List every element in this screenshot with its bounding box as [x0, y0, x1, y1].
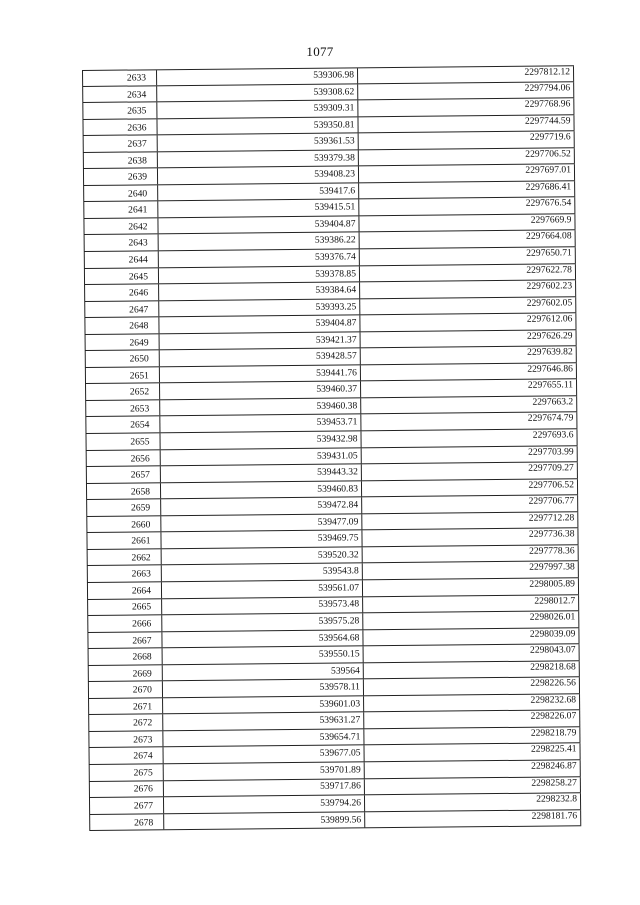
- y-coordinate-cell: 2297812.12: [357, 66, 574, 83]
- x-coordinate-cell: 539564: [162, 663, 363, 680]
- point-id-cell: 2653: [85, 400, 159, 416]
- x-coordinate-cell: 539677.05: [163, 746, 364, 763]
- point-id-cell: 2651: [85, 367, 159, 383]
- point-id-cell: 2655: [85, 433, 159, 449]
- x-coordinate-cell: 539561.07: [161, 580, 362, 597]
- point-id-cell: 2650: [85, 351, 159, 367]
- y-coordinate-cell: 2297622.78: [359, 264, 576, 282]
- point-id-cell: 2644: [84, 251, 158, 267]
- y-coordinate-cell: 2297706.77: [361, 495, 578, 513]
- point-id-cell: 2671: [88, 698, 162, 714]
- x-coordinate-cell: 539701.89: [163, 762, 364, 779]
- y-coordinate-cell: 2297706.52: [361, 479, 578, 497]
- x-coordinate-cell: 539404.87: [157, 216, 358, 233]
- y-coordinate-cell: 2297686.41: [358, 181, 575, 199]
- y-coordinate-cell: 2298258.27: [364, 777, 581, 795]
- x-coordinate-cell: 539404.87: [158, 316, 359, 333]
- y-coordinate-cell: 2297703.99: [361, 446, 578, 464]
- y-coordinate-cell: 2297693.6: [360, 429, 577, 447]
- y-coordinate-cell: 2298012.7: [362, 595, 579, 613]
- x-coordinate-cell: 539443.32: [160, 464, 361, 481]
- point-id-cell: 2675: [89, 764, 163, 780]
- x-coordinate-cell: 539794.26: [163, 795, 364, 812]
- x-coordinate-cell: 539432.98: [159, 431, 360, 448]
- point-id-cell: 2633: [82, 70, 156, 85]
- x-coordinate-cell: 539631.27: [162, 713, 363, 730]
- x-coordinate-cell: 539477.09: [160, 514, 361, 531]
- x-coordinate-cell: 539578.11: [162, 680, 363, 697]
- x-coordinate-cell: 539309.31: [156, 100, 357, 117]
- y-coordinate-cell: 2298043.07: [363, 644, 580, 662]
- point-id-cell: 2638: [83, 152, 157, 168]
- y-coordinate-cell: 2297794.06: [357, 82, 574, 100]
- y-coordinate-cell: 2297674.79: [360, 413, 577, 431]
- y-coordinate-cell: 2297650.71: [359, 247, 576, 265]
- x-coordinate-cell: 539654.71: [162, 729, 363, 746]
- y-coordinate-cell: 2297719.6: [358, 131, 575, 149]
- point-id-cell: 2639: [83, 169, 157, 185]
- point-id-cell: 2649: [85, 334, 159, 350]
- point-id-cell: 2635: [82, 102, 156, 118]
- page-number: 1077: [306, 44, 334, 59]
- y-coordinate-cell: 2298005.89: [362, 578, 579, 596]
- x-coordinate-cell: 539601.03: [162, 696, 363, 713]
- y-coordinate-cell: 2297669.9: [358, 214, 575, 232]
- x-coordinate-cell: 539308.62: [156, 84, 357, 101]
- x-coordinate-cell: 539415.51: [157, 200, 358, 217]
- y-coordinate-cell: 2297602.05: [359, 297, 576, 315]
- y-coordinate-cell: 2297639.82: [360, 347, 577, 365]
- x-coordinate-cell: 539306.98: [156, 68, 357, 84]
- y-coordinate-cell: 2298232.68: [363, 694, 580, 712]
- y-coordinate-cell: 2297706.52: [358, 148, 575, 166]
- point-id-cell: 2663: [87, 566, 161, 582]
- y-coordinate-cell: 2298225.41: [363, 744, 580, 762]
- point-id-cell: 2660: [86, 516, 160, 532]
- table-row: [89, 810, 581, 831]
- x-coordinate-cell: 539421.37: [159, 332, 360, 349]
- y-coordinate-cell: 2297778.36: [362, 545, 579, 563]
- x-coordinate-cell: 539575.28: [161, 613, 362, 630]
- y-coordinate-cell: 2297736.38: [361, 529, 578, 547]
- point-id-cell: 2667: [87, 632, 161, 648]
- point-id-cell: 2674: [89, 748, 163, 764]
- y-coordinate-cell: 2298218.79: [363, 727, 580, 745]
- x-coordinate-cell: 539564.68: [161, 630, 362, 647]
- x-coordinate-cell: 539379.38: [157, 150, 358, 167]
- x-coordinate-cell: 539543.8: [161, 564, 362, 581]
- y-coordinate-cell: 2298026.01: [362, 611, 579, 629]
- x-coordinate-cell: 539408.23: [157, 167, 358, 184]
- x-coordinate-cell: 539361.53: [157, 134, 358, 151]
- y-coordinate-cell: 2298218.68: [363, 661, 580, 679]
- point-id-cell: 2641: [83, 202, 157, 218]
- x-coordinate-cell: 539460.37: [159, 382, 360, 399]
- point-id-cell: 2669: [88, 665, 162, 681]
- y-coordinate-cell: 2298232.8: [364, 793, 581, 811]
- point-id-cell: 2668: [88, 648, 162, 664]
- y-coordinate-cell: 2298226.56: [363, 677, 580, 695]
- point-id-cell: 2646: [84, 284, 158, 300]
- y-coordinate-cell: 2297709.27: [361, 462, 578, 480]
- point-id-cell: 2647: [84, 301, 158, 317]
- x-coordinate-cell: 539899.56: [163, 812, 364, 829]
- x-coordinate-cell: 539431.05: [160, 448, 361, 465]
- point-id-cell: 2672: [88, 715, 162, 731]
- y-coordinate-cell: 2298226.07: [363, 711, 580, 729]
- point-id-cell: 2652: [85, 384, 159, 400]
- point-id-cell: 2664: [87, 582, 161, 598]
- x-coordinate-cell: 539573.48: [161, 597, 362, 614]
- y-coordinate-cell: 2297602.23: [359, 280, 576, 298]
- point-id-cell: 2645: [84, 268, 158, 284]
- point-id-cell: 2648: [84, 317, 158, 333]
- point-id-cell: 2643: [84, 235, 158, 251]
- y-coordinate-cell: 2297663.2: [360, 396, 577, 414]
- y-coordinate-cell: 2297664.08: [359, 231, 576, 249]
- x-coordinate-cell: 539550.15: [162, 646, 363, 663]
- x-coordinate-cell: 539441.76: [159, 365, 360, 382]
- point-id-cell: 2634: [82, 86, 156, 102]
- point-id-cell: 2677: [89, 797, 163, 813]
- point-id-cell: 2636: [82, 119, 156, 135]
- x-coordinate-cell: 539453.71: [159, 415, 360, 432]
- y-coordinate-cell: 2298039.09: [362, 628, 579, 646]
- y-coordinate-cell: 2297768.96: [357, 98, 574, 116]
- y-coordinate-cell: 2297626.29: [360, 330, 577, 348]
- x-coordinate-cell: 539393.25: [158, 299, 359, 316]
- x-coordinate-cell: 539469.75: [160, 531, 361, 548]
- y-coordinate-cell: 2298181.76: [364, 810, 581, 828]
- x-coordinate-cell: 539520.32: [161, 547, 362, 564]
- y-coordinate-cell: 2297744.59: [357, 115, 574, 133]
- coordinate-table: [82, 65, 581, 831]
- x-coordinate-cell: 539386.22: [158, 233, 359, 250]
- point-id-cell: 2658: [86, 483, 160, 499]
- x-coordinate-cell: 539350.81: [156, 117, 357, 134]
- x-coordinate-cell: 539376.74: [158, 249, 359, 266]
- point-id-cell: 2654: [85, 417, 159, 433]
- point-id-cell: 2642: [83, 218, 157, 234]
- point-id-cell: 2640: [83, 185, 157, 201]
- point-id-cell: 2661: [86, 533, 160, 549]
- y-coordinate-cell: 2297697.01: [358, 165, 575, 183]
- x-coordinate-cell: 539378.85: [158, 266, 359, 283]
- point-id-cell: 2659: [86, 499, 160, 515]
- point-id-cell: 2656: [86, 450, 160, 466]
- point-id-cell: 2676: [89, 781, 163, 797]
- point-id-cell: 2666: [87, 615, 161, 631]
- point-id-cell: 2670: [88, 681, 162, 697]
- y-coordinate-cell: 2297676.54: [358, 198, 575, 216]
- x-coordinate-cell: 539384.64: [158, 282, 359, 299]
- point-id-cell: 2657: [86, 466, 160, 482]
- y-coordinate-cell: 2297712.28: [361, 512, 578, 530]
- point-id-cell: 2678: [89, 814, 163, 830]
- x-coordinate-cell: 539428.57: [159, 349, 360, 366]
- y-coordinate-cell: 2297612.06: [359, 313, 576, 331]
- y-coordinate-cell: 2297646.86: [360, 363, 577, 381]
- x-coordinate-cell: 539460.38: [159, 398, 360, 415]
- y-coordinate-cell: 2298246.87: [364, 760, 581, 778]
- y-coordinate-cell: 2297655.11: [360, 380, 577, 398]
- point-id-cell: 2673: [88, 731, 162, 747]
- x-coordinate-cell: 539472.84: [160, 498, 361, 515]
- x-coordinate-cell: 539417.6: [157, 183, 358, 200]
- point-id-cell: 2665: [87, 599, 161, 615]
- y-coordinate-cell: 2297997.38: [362, 562, 579, 580]
- x-coordinate-cell: 539460.83: [160, 481, 361, 498]
- point-id-cell: 2637: [83, 135, 157, 151]
- x-coordinate-cell: 539717.86: [163, 779, 364, 796]
- point-id-cell: 2662: [87, 549, 161, 565]
